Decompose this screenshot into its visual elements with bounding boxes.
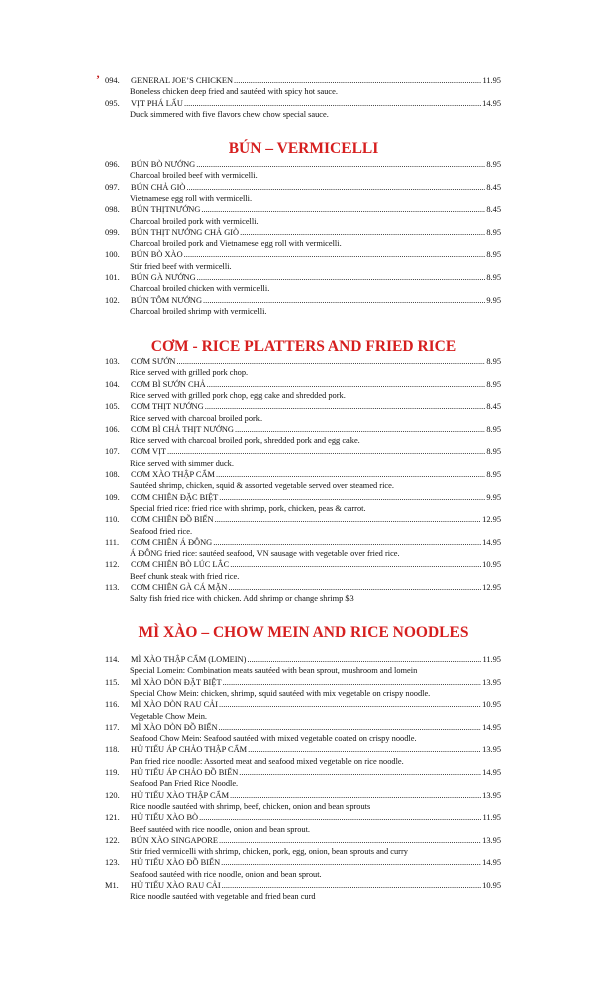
item-number: 110. xyxy=(105,515,120,525)
item-name: CƠM BÌ SƯỚN CHẢ xyxy=(131,379,206,389)
item-description: Vegetable Chow Mein. xyxy=(130,711,207,721)
dot-leader xyxy=(186,182,485,193)
menu-item xyxy=(105,812,501,823)
menu-item xyxy=(105,744,501,755)
menu-item xyxy=(105,699,501,710)
dot-leader xyxy=(167,446,485,457)
item-name: BÚN TÔM NƯỚNG xyxy=(131,295,203,305)
menu-item xyxy=(105,249,501,260)
dot-leader xyxy=(219,492,485,503)
item-price: 8.95 xyxy=(486,250,501,260)
item-name: CƠM VỊT xyxy=(131,447,166,457)
menu-item xyxy=(105,227,501,238)
item-number: 104. xyxy=(105,379,120,389)
item-description: Á ĐÔNG fried rice: sautéed seafood, VN sausage with vegetable over fried rice. xyxy=(130,549,400,559)
item-name: HỦ TIẾU XÀO RAU CẢI xyxy=(131,881,221,890)
item-price: 8.95 xyxy=(486,379,501,389)
item-number: 101. xyxy=(105,273,120,282)
item-description: Charcoal broiled pork with vermicelli. xyxy=(130,216,259,226)
item-name: CƠM XÀO THẬP CẨM xyxy=(131,470,215,479)
item-description: Rice served with charcoal broiled pork. xyxy=(130,413,263,423)
dot-leader xyxy=(230,790,481,801)
item-number: 094. xyxy=(105,76,120,85)
menu-item xyxy=(105,446,501,457)
item-price: 13.95 xyxy=(482,677,501,687)
menu-item xyxy=(105,790,501,801)
item-number: 105. xyxy=(105,402,120,412)
dot-leader xyxy=(215,514,482,525)
item-description: Sautéed shrimp, chicken, squid & assorted vegetable served over steamed rice. xyxy=(130,481,394,491)
item-price: 13.95 xyxy=(482,790,501,800)
menu-item xyxy=(105,75,501,86)
dot-leader xyxy=(196,159,485,170)
item-number: 119. xyxy=(105,768,120,777)
item-price: 8.45 xyxy=(486,182,501,192)
item-description: Seafood Chow Mein: Seafood sautéed with mixed vegetable coated on crispy noodle. xyxy=(130,734,417,744)
dot-leader xyxy=(197,272,486,283)
item-name: CƠM CHIÊN BÒ LÚC LẮC xyxy=(131,560,230,570)
dot-leader xyxy=(205,401,486,412)
section-heading: BÚN – VERMICELLI xyxy=(228,140,379,157)
item-description: Rice noodle sautéed with shrimp, beef, chicken, onion and bean sprouts xyxy=(130,801,371,811)
item-name: GENERAL JOE’S CHICKEN xyxy=(131,76,234,85)
item-name: MÌ XÀO DÒN ĐỒ BIỂN xyxy=(131,722,218,732)
item-price: 8.95 xyxy=(486,357,501,366)
item-number: 106. xyxy=(105,424,120,434)
menu-item xyxy=(105,159,501,170)
item-name: BÚN CHẢ GIÒ xyxy=(131,182,186,192)
item-description: Rice served with grilled pork chop, egg cake and shredded pork. xyxy=(130,390,346,400)
menu-item xyxy=(105,767,501,778)
item-description: Beef sautéed with rice noodle, onion and bean sprout. xyxy=(130,824,311,834)
item-name: HỦ TIẾU XÀO ĐỒ BIỂN xyxy=(131,858,221,868)
item-description: Pan fried rice noodle: Assorted meat and seafood mixed vegetable on rice noodle. xyxy=(130,756,404,766)
item-number: 121. xyxy=(105,813,120,823)
item-description: Rice served with simmer duck. xyxy=(130,458,234,468)
dot-leader xyxy=(203,295,485,306)
item-number: 098. xyxy=(105,205,120,215)
item-price: 11.95 xyxy=(482,655,501,664)
item-name: CƠM CHIÊN ĐỒ BIỂN xyxy=(131,515,214,525)
menu-item xyxy=(105,401,501,412)
item-name: CƠM SƯỚN xyxy=(131,357,176,366)
item-price: 13.95 xyxy=(482,745,501,755)
item-description: Seafood fried rice. xyxy=(130,526,193,536)
menu-item xyxy=(105,537,501,548)
item-number: 111. xyxy=(105,537,120,547)
item-name: MÌ XÀO DÒN ĐẶT BIỆT xyxy=(131,677,222,687)
menu-item xyxy=(105,677,501,688)
item-name: BÚN XÀO SINGAPORE xyxy=(131,835,219,845)
item-number: M1. xyxy=(105,881,119,890)
item-name: VỊT PHÁ LẤU xyxy=(131,98,183,108)
dot-leader xyxy=(219,699,481,710)
item-description: Seafood Pan Fried Rice Noodle. xyxy=(130,779,239,789)
item-price: 14.95 xyxy=(482,858,501,868)
dot-leader xyxy=(234,75,481,86)
dot-leader xyxy=(235,424,485,435)
item-name: CƠM CHIÊN Á ĐÔNG xyxy=(131,537,213,547)
item-description: Special fried rice: fried rice with shrimp, pork, chicken, peas & carrot. xyxy=(130,503,366,513)
item-number: 097. xyxy=(105,182,120,192)
item-description: Seafood sautéed with rice noodle, onion and bean sprout. xyxy=(130,869,322,879)
item-name: HỦ TIẾU XÀO THẬP CẨM xyxy=(131,790,230,800)
item-name: MÌ XÀO THẬP CẨM (LOMEIN) xyxy=(131,655,247,664)
item-number: 122. xyxy=(105,835,120,845)
menu-item xyxy=(105,204,501,215)
item-number: 115. xyxy=(105,677,120,687)
item-price: 8.45 xyxy=(486,402,501,412)
menu-item xyxy=(105,356,501,367)
dot-leader xyxy=(201,204,485,215)
menu-item xyxy=(105,182,501,193)
item-price: 10.95 xyxy=(482,560,501,570)
item-number: 102. xyxy=(105,295,120,305)
dot-leader xyxy=(230,559,481,570)
corner-mark: ’ xyxy=(96,72,100,86)
item-price: 8.95 xyxy=(486,273,501,282)
menu-item xyxy=(105,98,501,109)
item-description: Stir fried beef with vermicelli. xyxy=(130,261,232,271)
item-number: 114. xyxy=(105,655,120,664)
item-number: 095. xyxy=(105,98,120,108)
menu-item xyxy=(105,857,501,868)
item-number: 108. xyxy=(105,470,120,479)
item-description: Vietnamese egg roll with vermicelli. xyxy=(130,193,253,203)
item-description: Boneless chicken deep fried and sautéed with spicy hot sauce. xyxy=(130,87,338,97)
item-name: HỦ TIẾU ÁP CHẢO ĐỒ BIỂN xyxy=(131,768,239,777)
menu-item xyxy=(105,654,501,665)
item-description: Charcoal broiled chicken with vermicelli. xyxy=(130,284,270,294)
menu-item xyxy=(105,295,501,306)
item-description: Charcoal broiled pork and Vietnamese egg roll with vermicelli. xyxy=(130,239,342,249)
item-price: 12.95 xyxy=(482,583,501,592)
item-number: 123. xyxy=(105,858,120,868)
item-number: 113. xyxy=(105,583,120,592)
dot-leader xyxy=(219,835,481,846)
item-name: BÚN THỊTNƯỚNG xyxy=(131,205,201,215)
dot-leader xyxy=(222,880,482,891)
menu-item xyxy=(105,272,501,283)
item-description: Special Lomein: Combination meats sautéed with bean sprout, mushroom and lomein xyxy=(130,666,418,676)
item-name: HỦ TIẾU ÁP CHẢO THẬP CẨM xyxy=(131,745,248,755)
item-name: CƠM BÌ CHẢ THỊT NƯỚNG xyxy=(131,424,234,434)
dot-leader xyxy=(221,857,481,868)
item-price: 8.95 xyxy=(486,447,501,457)
menu-item xyxy=(105,514,501,525)
menu-item xyxy=(105,379,501,390)
item-price: 8.45 xyxy=(486,205,501,215)
menu-item xyxy=(105,492,501,503)
item-price: 12.95 xyxy=(482,515,501,525)
menu-item xyxy=(105,835,501,846)
menu-item xyxy=(105,582,501,593)
item-name: MÌ XÀO DÒN RAU CẢI xyxy=(131,700,219,710)
item-number: 099. xyxy=(105,227,120,237)
dot-leader xyxy=(184,98,481,109)
item-price: 14.95 xyxy=(482,537,501,547)
item-number: 116. xyxy=(105,700,120,710)
item-price: 14.95 xyxy=(482,98,501,108)
item-price: 8.95 xyxy=(486,470,501,479)
item-description: Duck simmered with five flavors chew chow special sauce. xyxy=(130,109,329,119)
item-number: 103. xyxy=(105,357,120,366)
item-name: CƠM THỊT NƯỚNG xyxy=(131,402,204,412)
item-name: HỦ TIẾU XÀO BÒ xyxy=(131,813,199,823)
item-name: BÚN BÒ NƯỚNG xyxy=(131,160,196,169)
dot-leader xyxy=(228,582,481,593)
item-description: Charcoal broiled beef with vermicelli. xyxy=(130,171,258,181)
dot-leader xyxy=(239,767,481,778)
item-number: 107. xyxy=(105,447,120,457)
dot-leader xyxy=(219,722,482,733)
item-name: BÚN THỊT NƯỚNG CHẢ GIÒ xyxy=(131,227,240,237)
item-name: CƠM CHIÊN GÀ CÁ MẶN xyxy=(131,583,228,592)
item-name: CƠM CHIÊN ĐẶC BIỆT xyxy=(131,492,219,502)
dot-leader xyxy=(240,227,485,238)
section-heading: MÌ XÀO – CHOW MEIN AND RICE NOODLES xyxy=(138,624,469,641)
item-name: BÚN BÒ XÀO xyxy=(131,250,183,260)
item-price: 10.95 xyxy=(482,881,501,890)
item-name: BÚN GÀ NƯỚNG xyxy=(131,273,196,282)
item-price: 8.95 xyxy=(486,424,501,434)
item-description: Rice noodle sautéed with vegetable and fried bean curd xyxy=(130,892,316,902)
dot-leader xyxy=(247,654,481,665)
item-description: Salty fish fried rice with chicken. Add shrimp or change shrimp $3 xyxy=(130,594,354,604)
dot-leader xyxy=(176,356,485,367)
menu-item xyxy=(105,880,501,891)
dot-leader xyxy=(216,469,485,480)
item-number: 120. xyxy=(105,790,120,800)
item-number: 096. xyxy=(105,160,120,169)
dot-leader xyxy=(248,744,481,755)
menu-item xyxy=(105,559,501,570)
item-price: 13.95 xyxy=(482,835,501,845)
item-number: 117. xyxy=(105,722,120,732)
item-price: 11.95 xyxy=(482,76,501,85)
dot-leader xyxy=(184,249,486,260)
item-price: 10.95 xyxy=(482,700,501,710)
item-price: 9.95 xyxy=(486,295,501,305)
item-price: 14.95 xyxy=(482,768,501,777)
dot-leader xyxy=(223,677,482,688)
item-description: Rice served with grilled pork chop. xyxy=(130,368,249,378)
item-number: 118. xyxy=(105,745,120,755)
item-description: Rice served with charcoal broiled pork, shredded pork and egg cake. xyxy=(130,436,360,446)
dot-leader xyxy=(207,379,486,390)
item-description: Charcoal broiled shrimp with vermicelli. xyxy=(130,306,267,316)
item-number: 100. xyxy=(105,250,120,260)
item-price: 8.95 xyxy=(486,227,501,237)
menu-item xyxy=(105,469,501,480)
item-price: 14.95 xyxy=(482,722,501,732)
section-heading: CƠM - RICE PLATTERS AND FRIED RICE xyxy=(150,338,457,355)
item-number: 112. xyxy=(105,560,120,570)
dot-leader xyxy=(199,812,481,823)
item-description: Beef chunk steak with fried rice. xyxy=(130,571,240,581)
item-price: 11.95 xyxy=(482,813,501,823)
item-price: 8.95 xyxy=(486,160,501,169)
item-description: Special Chow Mein: chicken, shrimp, squid sautéed with mix vegetable on crispy noodle. xyxy=(130,688,431,698)
menu-item xyxy=(105,424,501,435)
item-number: 109. xyxy=(105,492,120,502)
dot-leader xyxy=(213,537,481,548)
item-description: Stir fried vermicelli with shrimp, chicken, pork, egg, onion, bean sprouts and curry xyxy=(130,847,408,857)
menu-item xyxy=(105,722,501,733)
item-price: 9.95 xyxy=(486,492,501,502)
